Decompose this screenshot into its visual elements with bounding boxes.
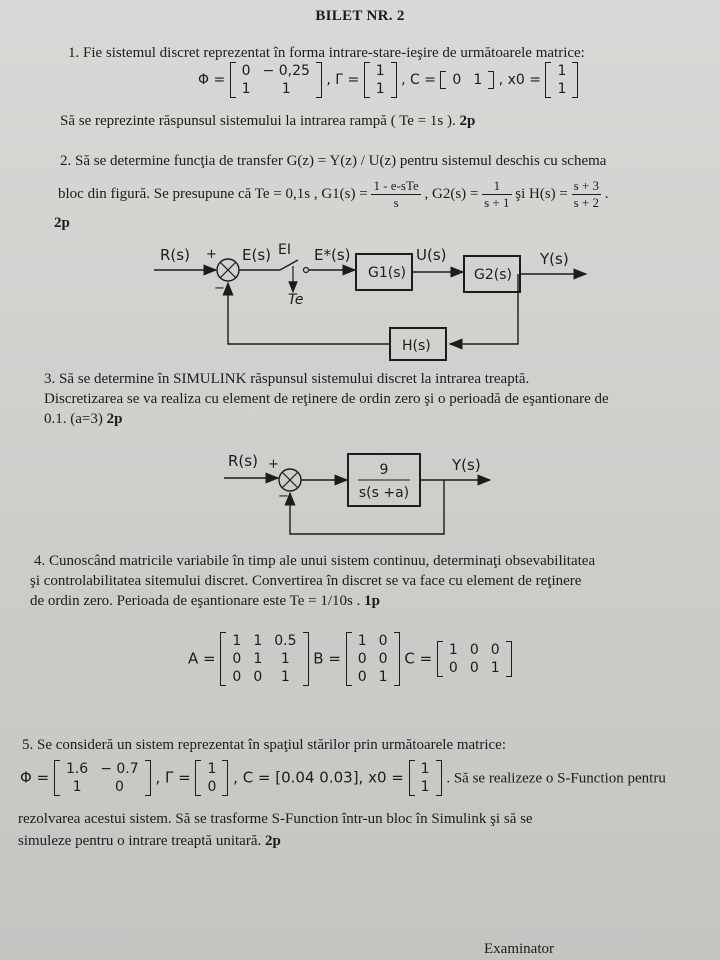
p4-line3-text: de ordin zero. Perioada de eşantionare este Te = 1/10s .: [30, 593, 361, 609]
examiner-label: Examinator: [484, 941, 554, 957]
d3-plus-sign: +: [268, 457, 279, 472]
matrix-cell: 0: [207, 779, 217, 795]
d2-feedback-in: [450, 274, 518, 344]
p1-gamma-label: , Γ =: [326, 72, 360, 88]
p1-phi-label: Φ =: [198, 72, 226, 88]
matrix-cell: 0: [469, 642, 479, 658]
p4-c-label: C =: [404, 649, 433, 668]
matrix-cell: 1: [241, 81, 251, 97]
matrix-cell: 1: [280, 669, 290, 685]
matrix-cell: 1: [420, 761, 430, 777]
d2-ei-label: EI: [278, 242, 291, 258]
matrix-cell: 1: [557, 81, 567, 97]
g2-denominator: s + 1: [484, 195, 510, 210]
p4-c-matrix: [437, 641, 512, 677]
matrix-cell: 1: [72, 779, 82, 795]
d2-u-label: U(s): [416, 246, 447, 264]
matrix-cell: 0: [490, 642, 500, 658]
d3-plant-numerator: 9: [379, 462, 389, 478]
p3-line3: [44, 408, 122, 430]
p5-line4-text: simuleze pentru o intrare treaptă unitară.: [18, 833, 262, 849]
h-numerator: s + 3: [573, 178, 600, 193]
p1-x0-matrix: [545, 62, 578, 98]
matrix-cell: 0: [253, 669, 263, 685]
p5-gamma-label: , Γ =: [155, 768, 191, 787]
matrix-cell: 1: [420, 779, 430, 795]
d2-estar-label: E*(s): [314, 246, 351, 264]
p2-block-diagram: [150, 236, 590, 366]
g2-label: , G2(s) =: [424, 185, 479, 202]
d3-plant-denominator: s(s +a): [358, 485, 410, 501]
p2-points: [54, 212, 70, 234]
d2-y-label: Y(s): [540, 250, 569, 268]
p3-line2: Discretizarea se va realiza cu element de reţinere de ordin zero şi o perioadă de eşantionare de: [44, 391, 609, 407]
p1-gamma-matrix: [364, 62, 397, 98]
p5-phi-matrix: [54, 760, 151, 796]
d2-r-label: R(s): [160, 246, 190, 264]
d2-g1-label: G1(s): [368, 265, 406, 281]
p4-matrices: [188, 632, 512, 686]
p5-after: . Să se realizeze o S-Function pentru: [446, 770, 666, 787]
g1-denominator: s: [393, 195, 399, 210]
matrix-cell: 1: [448, 642, 458, 658]
p1-task-text: Să se reprezinte răspunsul sistemului la intrarea rampă ( Te = 1s ).: [60, 113, 456, 129]
p1-matrices: [198, 62, 578, 98]
p1-c-matrix: [440, 71, 494, 89]
g1-numerator: 1 - e-sTe: [373, 178, 419, 193]
p1-c-label: , C =: [401, 72, 436, 88]
d3-r-label: R(s): [228, 452, 258, 470]
d2-sampler-switch: [280, 260, 309, 292]
p3-points: 2p: [106, 411, 123, 427]
p1-task: [60, 110, 475, 132]
matrix-cell: 1: [375, 81, 385, 97]
d2-plus-sign: +: [206, 247, 217, 262]
page-title: BILET NR. 2: [315, 8, 405, 24]
matrix-cell: 0: [232, 651, 242, 667]
p4-b-label: B =: [313, 649, 341, 668]
d3-minus-sign: −: [278, 489, 289, 504]
matrix-cell: 1.6: [65, 761, 89, 777]
p5-phi-label: Φ =: [20, 768, 50, 787]
p2-line1: 2. Să se determine funcţia de transfer G(z) = Y(z) / U(z) pentru sistemul deschis cu schema: [60, 153, 607, 169]
p5-x0-matrix: [409, 760, 442, 796]
h-fraction: [572, 178, 601, 211]
d2-te-label: Te: [288, 292, 304, 308]
p1-x0-label: , x0 =: [498, 72, 541, 88]
matrix-cell: 0: [448, 660, 458, 676]
p1-phi-matrix: [230, 62, 322, 98]
p4-b-matrix: [346, 632, 400, 686]
d3-summing-junction: [279, 469, 301, 491]
p4-points: 1p: [364, 593, 380, 609]
p4-line2: şi controlabilitatea sitemului discret. Convertirea în discret se va face cu element de reţinere: [30, 573, 582, 589]
matrix-cell: 1: [232, 633, 242, 649]
matrix-cell: 1: [253, 651, 263, 667]
d3-y-label: Y(s): [452, 456, 481, 474]
p5-line4: [18, 830, 281, 852]
matrix-cell: 0: [114, 779, 124, 795]
matrix-cell: 1: [473, 72, 483, 88]
matrix-cell: 0: [378, 651, 388, 667]
d2-feedback-out: [228, 283, 390, 344]
matrix-cell: 0: [357, 651, 367, 667]
g1-fraction: [371, 178, 420, 211]
p4-a-label: A =: [188, 649, 216, 668]
matrix-cell: 0: [469, 660, 479, 676]
p2-line2-text: bloc din figură. Se presupune că Te = 0,1s , G1(s) =: [58, 185, 368, 202]
matrix-cell: 0: [232, 669, 242, 685]
matrix-cell: 1: [375, 63, 385, 79]
matrix-cell: 0.5: [274, 633, 297, 649]
p4-line3: [30, 590, 380, 612]
g2-numerator: 1: [482, 178, 511, 195]
p3-line1: 3. Să se determine în SIMULINK răspunsul sistemului discret la intrarea treaptă.: [44, 371, 530, 387]
matrix-cell: 1: [557, 63, 567, 79]
p5-line1: 5. Se consideră un sistem reprezentat în spaţiul stărilor prin următoarele matrice:: [22, 737, 506, 753]
d2-h-label: H(s): [402, 338, 431, 354]
matrix-cell: − 0,25: [262, 63, 310, 79]
matrix-cell: 1: [357, 633, 367, 649]
matrix-cell: 1: [207, 761, 217, 777]
matrix-cell: 0: [452, 72, 462, 88]
p5-c-text: , C = [0.04 0.03], x0 =: [233, 768, 404, 787]
d2-e-label: E(s): [242, 246, 271, 264]
p2-points-text: 2p: [54, 215, 70, 231]
h-denominator: s + 2: [573, 195, 600, 210]
matrix-cell: 1: [490, 660, 500, 676]
d2-minus-sign: −: [214, 281, 225, 296]
p4-line1: 4. Cunoscând matricile variabile în timp ale unui sistem continuu, determinaţi obsevabilitatea: [34, 553, 596, 569]
p5-line3: rezolvarea acestui sistem. Să se trasforme S-Function într-un bloc în Simulink şi să se: [18, 811, 533, 827]
p4-a-matrix: [220, 632, 308, 686]
p5-gamma-matrix: [195, 760, 228, 796]
matrix-cell: 1: [253, 633, 263, 649]
matrix-cell: 1: [280, 651, 290, 667]
p3-block-diagram: [220, 442, 510, 542]
matrix-cell: 1: [281, 81, 291, 97]
h-label: şi H(s) =: [515, 185, 568, 202]
d2-summing-junction: [217, 259, 239, 281]
p2-line2: [58, 178, 609, 211]
p5-points: 2p: [264, 833, 281, 849]
p3-line3-text: 0.1. (a=3): [44, 411, 103, 427]
matrix-cell: − 0.7: [100, 761, 139, 777]
p1-points: 2p: [459, 113, 476, 129]
p2-end: .: [604, 185, 609, 202]
matrix-cell: 1: [378, 669, 388, 685]
matrix-cell: 0: [357, 669, 367, 685]
p1-text: 1. Fie sistemul discret reprezentat în forma intrare-stare-ieşire de următoarele matrice:: [68, 45, 585, 61]
d2-g2-label: G2(s): [474, 267, 512, 283]
matrix-cell: 0: [378, 633, 388, 649]
matrix-cell: 0: [241, 63, 251, 79]
p5-line2: [20, 760, 666, 796]
g2-fraction: [482, 178, 511, 211]
